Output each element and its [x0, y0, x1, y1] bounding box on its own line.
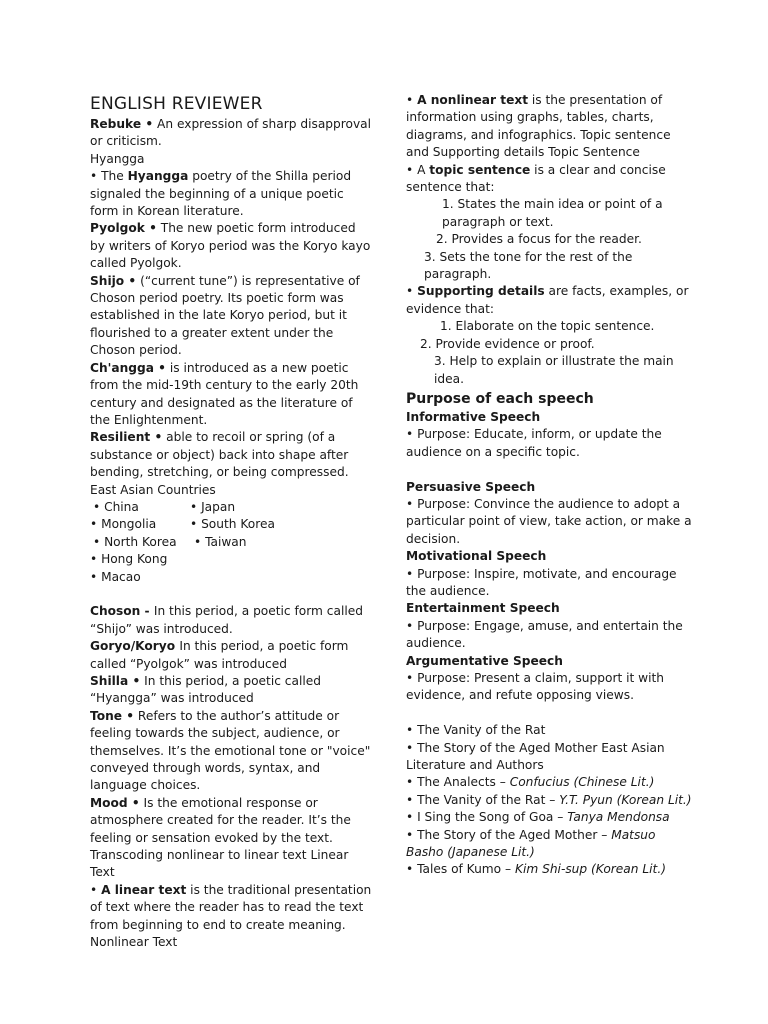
nonlinear-text-definition: is the presentation of information using graphs, tables, charts, diagrams, and infographics. Topic sentence and Supporting details Topic Sentence: [406, 93, 671, 160]
list-item: [90, 534, 374, 551]
literature-line: • The Vanity of the Rat: [406, 723, 546, 738]
speech-purpose: • Purpose: Present a claim, support it with evidence, and refute opposing views.: [406, 670, 665, 703]
work-item: [406, 827, 696, 862]
list-item: [90, 516, 374, 533]
country-item: • Mongolia: [90, 517, 157, 532]
mood-definition: Is the emotional response or atmosphere created for the reader. It’s the feeling or sensation evoked by the text. Transcoding nonlinear to linear text Linear Text: [90, 795, 351, 880]
pyolgok-definition: The new poetic form introduced by writers of Koryo period was the Koryo kayo called Pyolgok.: [90, 221, 371, 271]
work-title: • The Story of the Aged Mother –: [406, 827, 612, 842]
shilla-term: Shilla •: [90, 673, 141, 688]
linear-text-term: A linear text: [101, 882, 187, 897]
pyolgok-term: Pyolgok •: [90, 221, 157, 236]
nonlinear-text-entry: [406, 92, 696, 162]
speech-name: Entertainment Speech: [406, 601, 560, 616]
hyangga-definition: poetry of the Shilla period signaled the beginning of a unique poetic form in Korean literature.: [90, 169, 352, 219]
country-item: • South Korea: [190, 517, 275, 532]
speech-purpose: • Purpose: Engage, amuse, and entertain the audience.: [406, 618, 683, 651]
list-item: [90, 499, 374, 516]
spacer: [406, 705, 696, 722]
topic-sentence-entry: [406, 162, 696, 197]
list-item: [90, 569, 374, 586]
support-item: 2. Provide evidence or proof.: [420, 336, 595, 351]
rebuke-entry: [90, 116, 374, 151]
speech-name: Motivational Speech: [406, 549, 547, 564]
work-author: Matsuo Basho (Japanese Lit.): [406, 827, 656, 860]
goryo-entry: [90, 638, 374, 673]
country-item: • Japan: [190, 499, 236, 514]
work-author: Tanya Mendonsa: [567, 810, 670, 825]
choson-term: Choson -: [90, 604, 154, 619]
document-title: ENGLISH REVIEWER: [90, 94, 263, 114]
countries-list: [90, 499, 374, 586]
resilient-entry: [90, 429, 374, 481]
linear-text-entry: [90, 882, 374, 952]
speech-name: Informative Speech: [406, 409, 541, 424]
nonlinear-bullet: •: [406, 93, 418, 107]
country-item: • Macao: [90, 569, 141, 584]
support-item: 1. Elaborate on the topic sentence.: [440, 319, 655, 334]
speech-name: Persuasive Speech: [406, 479, 536, 494]
list-item: [90, 551, 374, 568]
changga-entry: [90, 360, 374, 430]
changga-definition: is introduced as a new poetic from the mid-19th century to the early 20th century and designated as the literature of the Enlightenment.: [90, 360, 359, 427]
country-item: • China: [93, 499, 139, 514]
country-item: • Taiwan: [194, 534, 247, 549]
topic-sentence-definition: is a clear and concise sentence that:: [406, 162, 666, 195]
linear-text-definition: is the traditional presentation of text where the reader has to read the text from beginning to end to create meaning. Nonlinear Text: [90, 882, 372, 950]
supporting-details-entry: [406, 283, 696, 318]
rebuke-definition: An expression of sharp disapproval or criticism.: [90, 117, 372, 149]
support-item: 3. Help to explain or illustrate the main idea.: [434, 354, 674, 386]
hyangga-entry: [90, 168, 374, 220]
work-item: [406, 792, 696, 809]
country-item: • Hong Kong: [90, 552, 168, 567]
work-item: [406, 809, 696, 826]
country-item: • North Korea: [93, 534, 177, 549]
supporting-details-term: Supporting details: [417, 284, 545, 299]
hyangga-bullet: • The: [90, 169, 128, 184]
left-column: [90, 92, 374, 951]
mood-term: Mood •: [90, 795, 140, 810]
shilla-entry: [90, 673, 374, 708]
work-author: Kim Shi-sup (Korean Lit.): [514, 862, 666, 877]
hyangga-term: Hyangga: [127, 169, 189, 184]
literature-line: • The Story of the Aged Mother East Asian Literature and Authors: [406, 740, 665, 772]
work-author: Y.T. Pyun (Korean Lit.): [559, 792, 692, 807]
spacer: [406, 461, 696, 478]
mood-entry: [90, 795, 374, 882]
pyolgok-entry: [90, 220, 374, 272]
topic-item: 1. States the main idea or point of a paragraph or text.: [442, 197, 663, 229]
work-title: • I Sing the Song of Goa –: [406, 810, 568, 825]
goryo-term: Goryo/Koryo: [90, 639, 180, 654]
shijo-term: Shijo •: [90, 273, 137, 288]
goryo-definition: In this period, a poetic form called “Pyolgok” was introduced: [90, 639, 349, 671]
topic-item: 2. Provides a focus for the reader.: [436, 232, 642, 247]
tone-term: Tone •: [90, 708, 135, 723]
tone-definition: Refers to the author’s attitude or feeling towards the subject, audience, or themselves. It’s the emotional tone or "voice" conveyed through words, syntax, and language choices.: [90, 708, 371, 793]
work-item: [406, 774, 696, 791]
nonlinear-text-term: A nonlinear text: [417, 93, 529, 107]
topic-bullet: • A: [406, 162, 430, 177]
resilient-definition: able to recoil or spring (of a substance or object) back into shape after bending, stretching, or being compressed.: [90, 430, 349, 480]
spacer: [90, 586, 374, 603]
shijo-entry: [90, 273, 374, 360]
choson-definition: In this period, a poetic form called “Shijo” was introduced.: [90, 604, 363, 636]
work-title: • The Analects –: [406, 775, 510, 790]
resilient-term: Resilient •: [90, 430, 163, 445]
speech-purpose: • Purpose: Convince the audience to adopt a particular point of view, take action, or make a decision.: [406, 496, 692, 546]
linear-bullet: •: [90, 882, 102, 897]
hyangga-heading: Hyangga: [90, 151, 145, 166]
topic-item: 3. Sets the tone for the rest of the paragraph.: [424, 249, 633, 282]
speech-purpose: • Purpose: Inspire, motivate, and encourage the audience.: [406, 566, 677, 598]
topic-sentence-term: topic sentence: [429, 162, 531, 177]
work-title: • The Vanity of the Rat –: [406, 792, 560, 807]
purpose-heading: Purpose of each speech: [406, 390, 594, 407]
speech-name: Argumentative Speech: [406, 653, 563, 668]
support-bullet: •: [406, 284, 418, 299]
tone-entry: [90, 708, 374, 795]
rebuke-term: Rebuke •: [90, 117, 154, 131]
right-column: [406, 92, 696, 879]
work-title: • Tales of Kumo –: [406, 862, 515, 877]
supporting-details-definition: are facts, examples, or evidence that:: [406, 284, 689, 316]
work-item: [406, 861, 696, 878]
countries-heading: East Asian Countries: [90, 482, 216, 497]
shijo-definition: (“current tune”) is representative of Choson period poetry. Its poetic form was established in the late Koryo period, but it flourished to a greater extent under the Choson period.: [90, 273, 360, 358]
choson-entry: [90, 603, 374, 638]
work-author: Confucius (Chinese Lit.): [509, 775, 655, 790]
changga-term: Ch'angga •: [90, 360, 166, 375]
shilla-definition: In this period, a poetic called “Hyangga” was introduced: [90, 673, 321, 706]
speech-purpose: • Purpose: Educate, inform, or update the audience on a specific topic.: [406, 427, 662, 459]
